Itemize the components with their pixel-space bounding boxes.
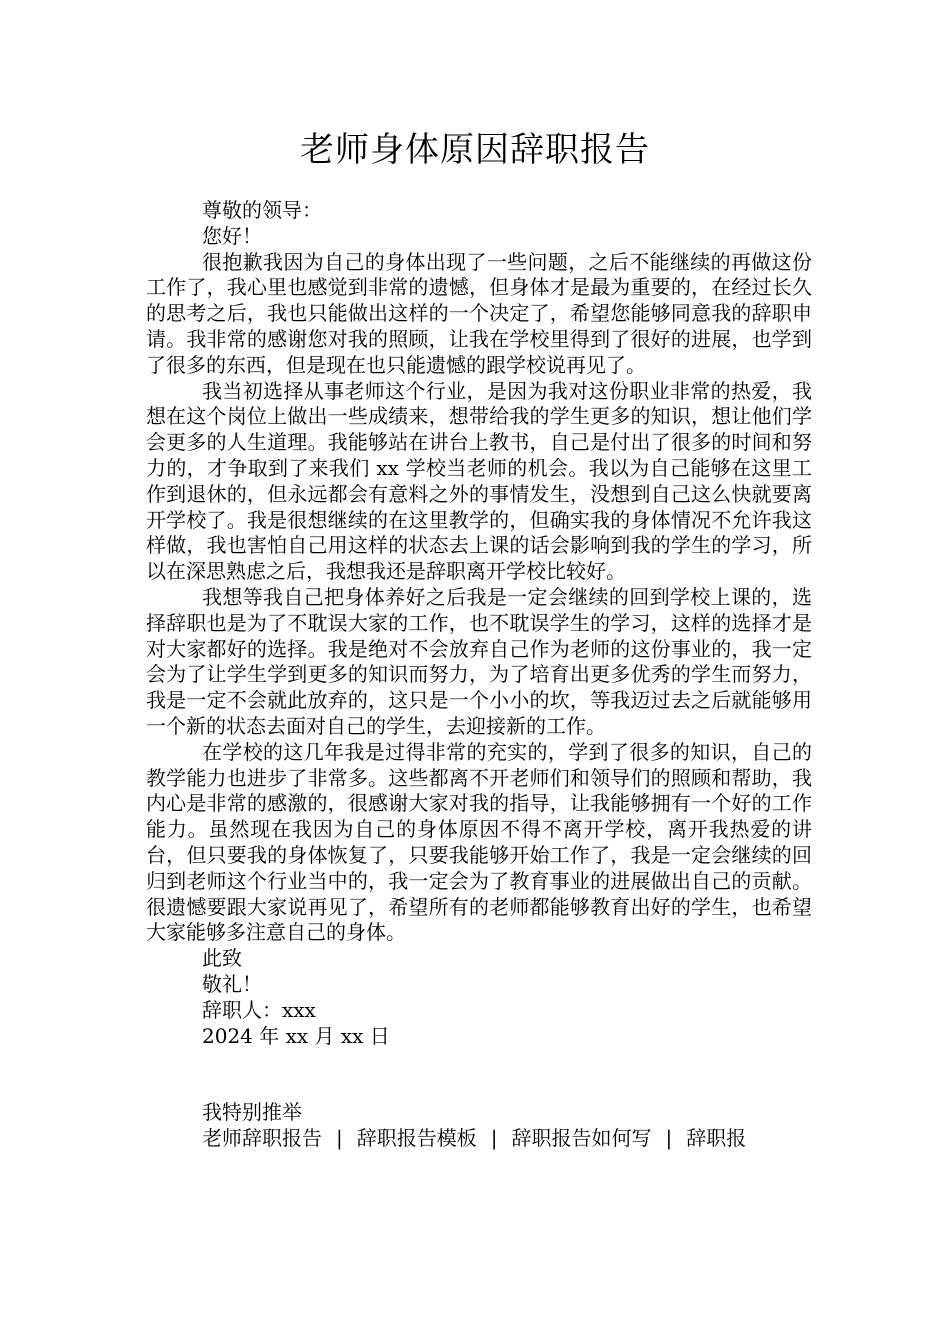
signature: 辞职人：xxx — [202, 997, 316, 1022]
recommend-link-teacher-resignation[interactable]: 老师辞职报告 — [202, 1126, 322, 1151]
link-separator: | — [665, 1126, 673, 1151]
paragraph-2: 我当初选择从事老师这个行业，是因为我对这份职业非常的热爱，我想在这个岗位上做出一些成绩来，想带给我的学生更多的知识，想让他们学会更多的人生道理。我能够站在讲台上教书，自己是付出了很多的时间和努力的，才争取到了来我们 xx 学校当老师的机会。我以为自己能够在这里工作到退休的，但永远都会有意料之外的事情发生，没想到自己这么快就要离开学校了。我是很想继续的在这里教学的，但确实我的身体情况不允许我这样做，我也害怕自己用这样的状态去上课的话会影响到我的学生的学习，所以在深思熟虑之后，我想我还是辞职离开学校比较好。 — [146, 378, 812, 584]
closing-line-1: 此致 — [202, 946, 242, 971]
link-separator: | — [336, 1126, 343, 1151]
recommend-link-how-to-write[interactable]: 辞职报告如何写 — [511, 1126, 652, 1151]
recommend-link-template[interactable]: 辞职报告模板 — [356, 1126, 477, 1151]
paragraph-4: 在学校的这几年我是过得非常的充实的，学到了很多的知识，自己的教学能力也进步了非常多。这些都离不开老师们和领导们的照顾和帮助，我内心是非常的感激的，很感谢大家对我的指导，让我能够拥有一个好的工作能力。虽然现在我因为自己的身体原因不得不离开学校，离开我热爱的讲台，但只要我的身体恢复了，只要我能够开始工作了，我是一定会继续的回归到老师这个行业当中的，我一定会为了教育事业的进展做出自己的贡献。很遗憾要跟大家说再见了，希望所有的老师都能够教育出好的学生，也希望大家能够多注意自己的身体。 — [146, 739, 812, 945]
date: 2024 年 xx 月 xx 日 — [202, 1023, 390, 1048]
paragraph-3: 我想等我自己把身体养好之后我是一定会继续的回到学校上课的，选择辞职也是为了不耽误大家的工作，也不耽误学生的学习，这样的选择才是对大家都好的选择。我是绝对不会放弃自己作为老师的这份事业的，我一定会为了让学生学到更多的知识而努力，为了培育出更多优秀的学生而努力，我是一定不会就此放弃的，这只是一个小小的坎，等我迈过去之后就能够用一个新的状态去面对自己的学生，去迎接新的工作。 — [146, 584, 812, 738]
closing-line-2: 敬礼！ — [202, 971, 262, 996]
paragraph-1: 很抱歉我因为自己的身体出现了一些问题，之后不能继续的再做这份工作了，我心里也感觉到非常的遗憾，但身体才是最为重要的，在经过长久的思考之后，我也只能做出这样的一个决定了，希望您能够同意我的辞职申请。我非常的感谢您对我的照顾，让我在学校里得到了很好的进展，也学到了很多的东西，但是现在也只能遗憾的跟学校说再见了。 — [146, 249, 812, 377]
letter-body — [146, 198, 812, 1152]
recommend-links — [146, 1126, 812, 1152]
spacer — [146, 1049, 812, 1100]
recommend-link-truncated[interactable]: 辞职报 — [686, 1126, 747, 1151]
page-title: 老师身体原因辞职报告 — [300, 130, 650, 170]
salutation: 尊敬的领导： — [202, 198, 322, 222]
recommend-heading: 我特别推举 — [202, 1100, 302, 1125]
greeting: 您好！ — [202, 223, 262, 248]
link-separator: | — [490, 1126, 498, 1151]
